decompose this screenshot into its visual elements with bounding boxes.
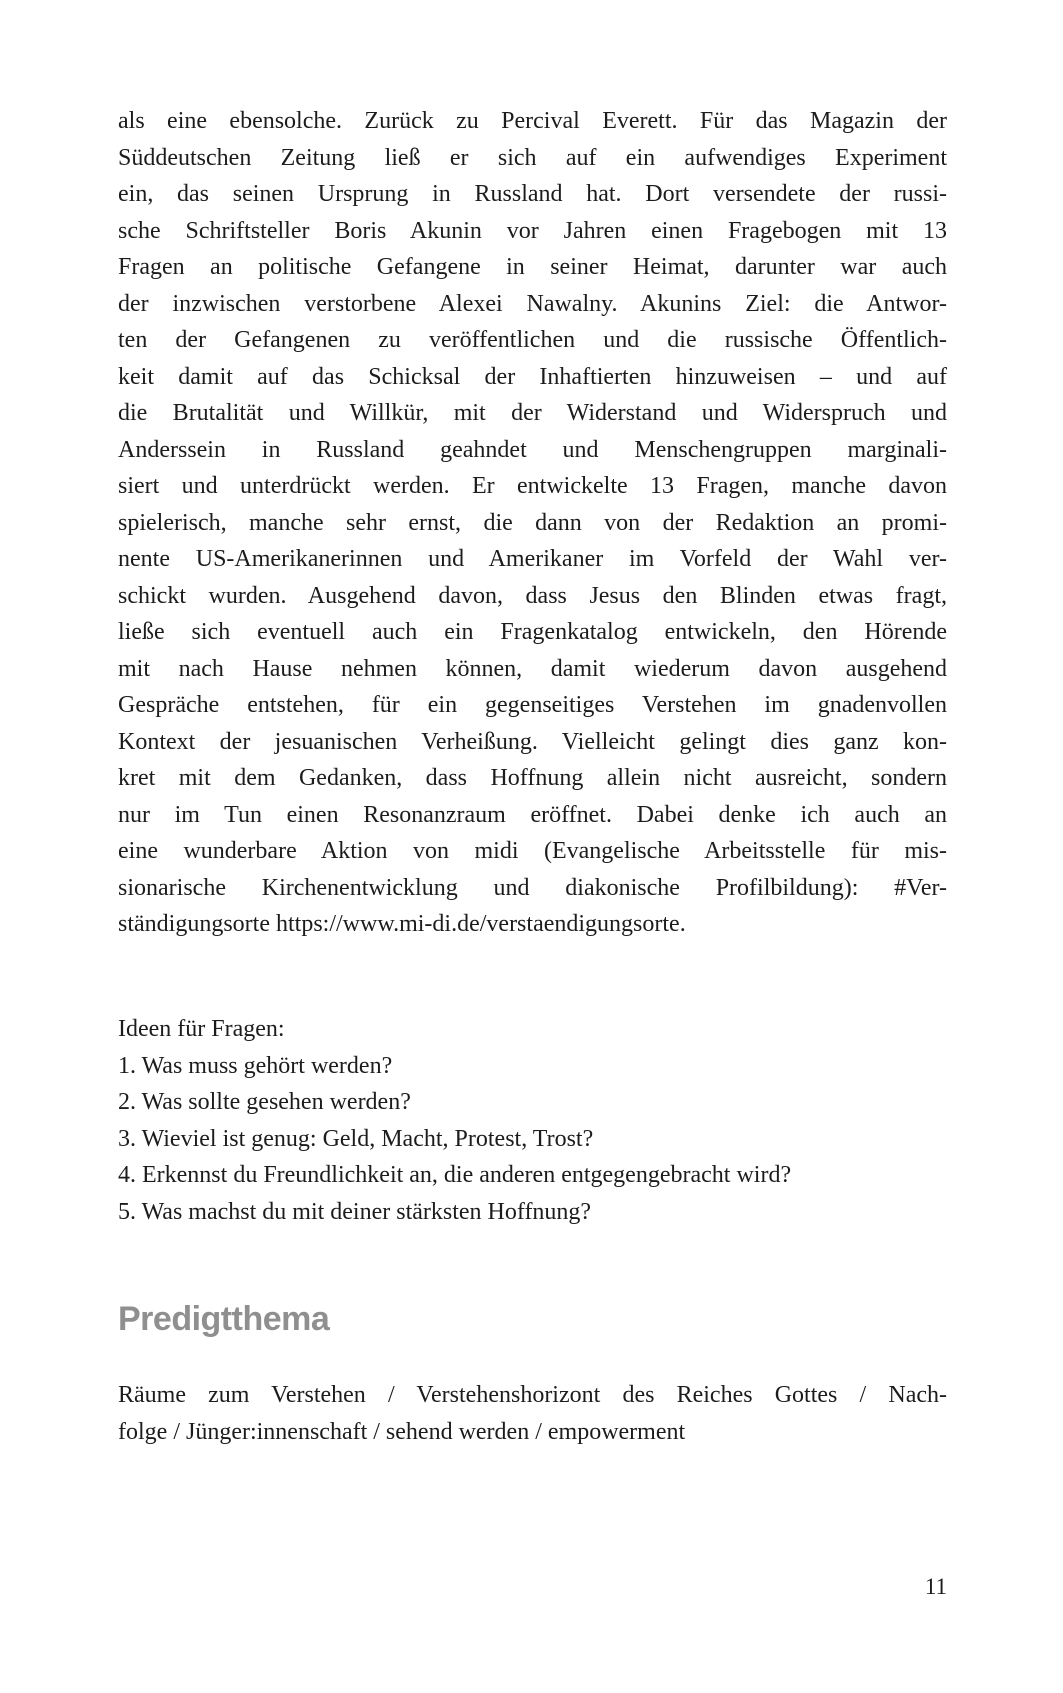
paragraph-line: Süddeutschen Zeitung ließ er sich auf ein aufwendiges Experiment — [118, 144, 947, 171]
thema-line: folge / Jünger:innenschaft / sehend werden / empowerment — [118, 1418, 686, 1445]
predigtthema-text — [118, 1377, 947, 1450]
paragraph-line: ständigungsorte https://www.mi-di.de/verstaendigungsorte. — [118, 911, 686, 937]
paragraph-line: Anderssein in Russland geahndet und Menschengruppen marginali- — [118, 436, 947, 463]
predigtthema-heading: Predigtthema — [118, 1300, 330, 1338]
page-number: 11 — [924, 1574, 947, 1599]
fragen-title: Ideen für Fragen: — [118, 1016, 285, 1042]
fragen-item: 2. Was sollte gesehen werden? — [118, 1089, 411, 1115]
paragraph-line: schickt wurden. Ausgehend davon, dass Jesus den Blinden etwas fragt, — [118, 582, 947, 609]
paragraph-line: nur im Tun einen Resonanzraum eröffnet. Dabei denke ich auch an — [118, 801, 947, 828]
paragraph-line: die Brutalität und Willkür, mit der Widerstand und Widerspruch und — [118, 400, 947, 426]
paragraph-line: spielerisch, manche sehr ernst, die dann von der Redaktion an promi- — [118, 509, 947, 536]
thema-line: Räume zum Verstehen / Verstehenshorizont des Reiches Gottes / Nach- — [118, 1382, 947, 1408]
paragraph-line: Gespräche entstehen, für ein gegenseitiges Verstehen im gnadenvollen — [118, 692, 947, 718]
paragraph-line: Kontext der jesuanischen Verheißung. Vielleicht gelingt dies ganz kon- — [118, 728, 947, 755]
fragen-item: 5. Was machst du mit deiner stärksten Hoffnung? — [118, 1198, 592, 1225]
paragraph-line: siert und unterdrückt werden. Er entwickelte 13 Fragen, manche davon — [118, 473, 947, 499]
paragraph-line: sche Schriftsteller Boris Akunin vor Jahren einen Fragebogen mit 13 — [118, 217, 947, 244]
fragen-item: 3. Wieviel ist genug: Geld, Macht, Protest, Trost? — [118, 1125, 594, 1152]
paragraph-line: Fragen an politische Gefangene in seiner Heimat, darunter war auch — [118, 254, 947, 280]
paragraph-line: der inzwischen verstorbene Alexei Nawalny. Akunins Ziel: die Antwor- — [118, 290, 947, 317]
paragraph-line: keit damit auf das Schicksal der Inhaftierten hinzuweisen – und auf — [118, 363, 947, 390]
paragraph-line: ein, das seinen Ursprung in Russland hat. Dort versendete der russi- — [118, 181, 947, 207]
paragraph-line: ten der Gefangenen zu veröffentlichen und die russische Öffentlich- — [118, 327, 947, 353]
paragraph-line: nente US-Amerikanerinnen und Amerikaner im Vorfeld der Wahl ver- — [118, 546, 947, 572]
fragen-item: 4. Erkennst du Freundlichkeit an, die anderen entgegengebracht wird? — [118, 1162, 792, 1188]
paragraph-line: als eine ebensolche. Zurück zu Percival Everett. Für das Magazin der — [118, 108, 947, 134]
fragen-list — [118, 1011, 947, 1230]
paragraph-line: ließe sich eventuell auch ein Fragenkatalog entwickeln, den Hörende — [118, 619, 947, 645]
body-paragraph — [118, 103, 947, 943]
paragraph-line: sionarische Kirchenentwicklung und diakonische Profilbildung): #Ver- — [118, 874, 947, 901]
paragraph-line: eine wunderbare Aktion von midi (Evangelische Arbeitsstelle für mis- — [118, 838, 947, 864]
paragraph-line: mit nach Hause nehmen können, damit wiederum davon ausgehend — [118, 655, 947, 682]
paragraph-line: kret mit dem Gedanken, dass Hoffnung allein nicht ausreicht, sondern — [118, 765, 947, 791]
fragen-item: 1. Was muss gehört werden? — [118, 1052, 393, 1079]
page-content — [118, 0, 947, 1693]
